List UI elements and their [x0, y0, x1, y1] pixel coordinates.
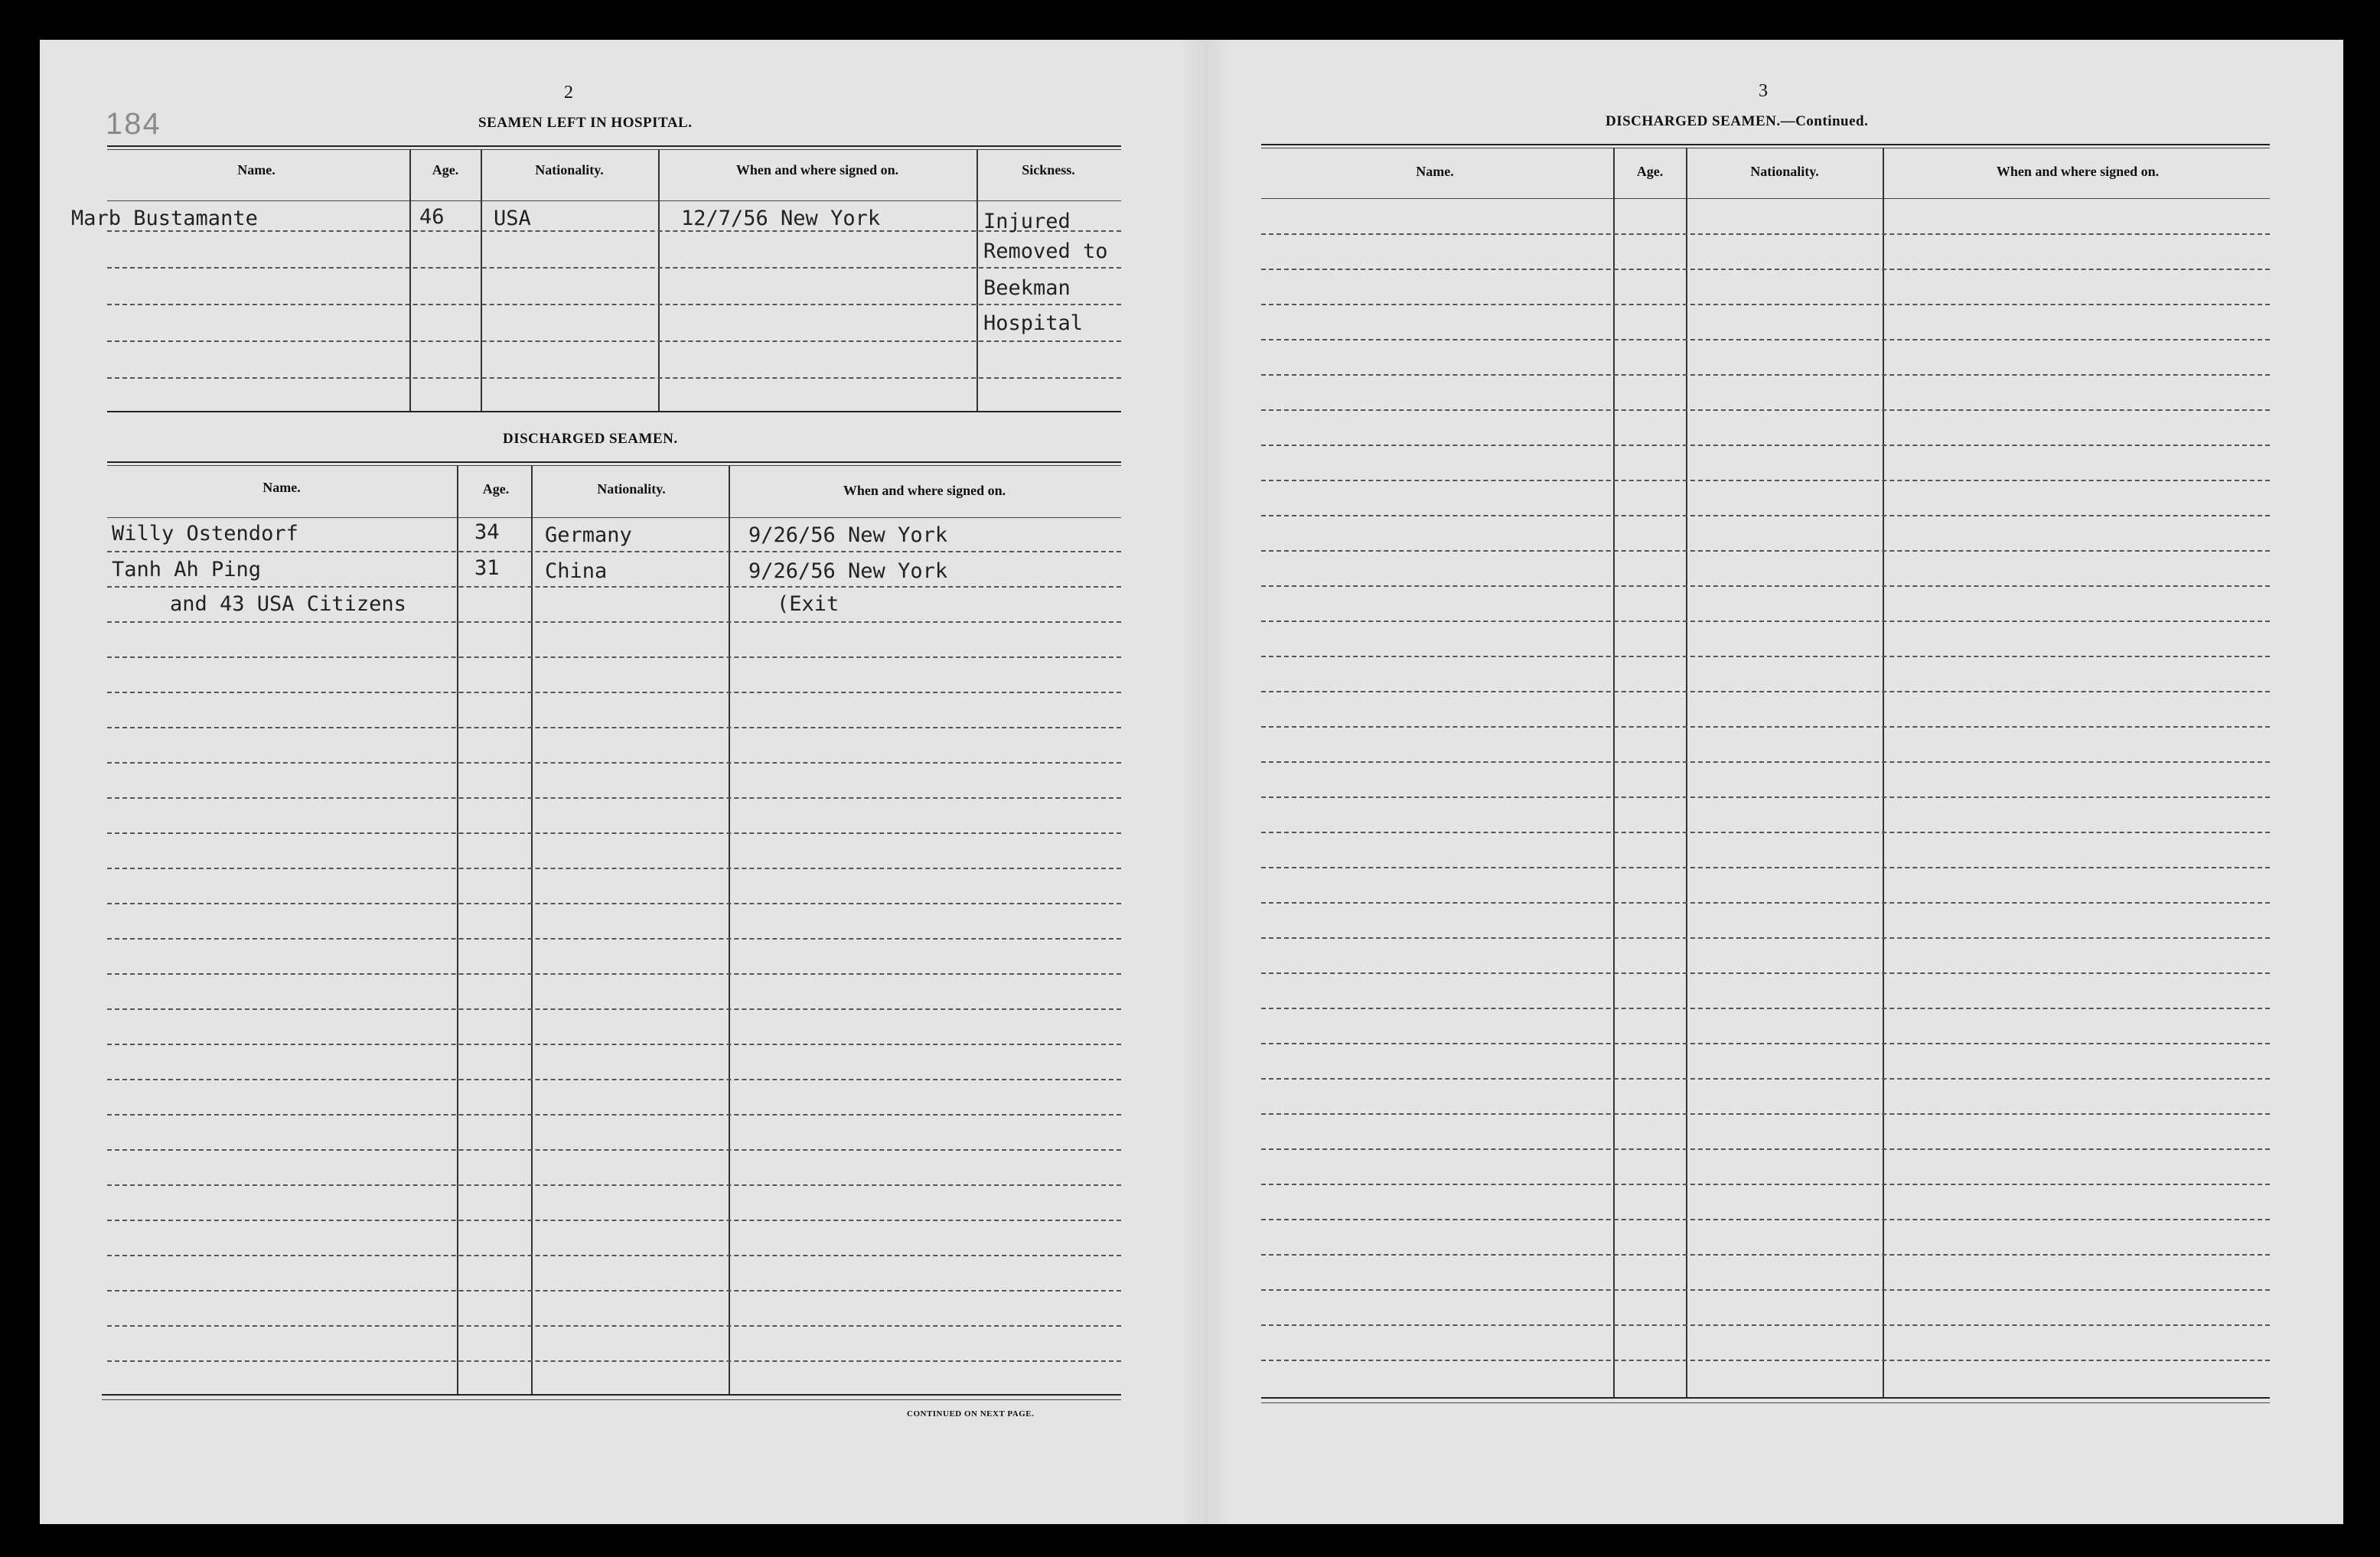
hospital-entry-name: Marb Bustamante — [71, 207, 258, 230]
stamp-number: 184 — [106, 107, 161, 141]
dotted-rule — [1261, 1184, 2270, 1185]
discharged-row-nationality: Germany — [545, 523, 632, 547]
continued-note: CONTINUED ON NEXT PAGE. — [907, 1409, 1035, 1419]
hospital-entry-sickness-3: Beekman — [983, 276, 1071, 300]
dotted-rule — [1261, 409, 2270, 411]
discharged-row-age: 34 — [474, 520, 500, 544]
dotted-rule — [107, 1184, 1121, 1186]
dotted-rule — [107, 1220, 1121, 1221]
right-bottom-rule-2 — [1261, 1402, 2270, 1403]
dotted-rule — [107, 797, 1121, 799]
dotted-rule — [107, 692, 1121, 693]
hospital-header-name: Name. — [237, 162, 275, 178]
hospital-top-rule-2 — [107, 149, 1121, 150]
hospital-header-rule — [107, 200, 1121, 201]
dotted-rule — [107, 762, 1121, 764]
hospital-top-rule — [107, 145, 1121, 147]
hospital-entry-sickness-2: Removed to — [983, 239, 1108, 263]
dotted-rule — [1261, 867, 2270, 868]
hospital-entry-age: 46 — [419, 205, 445, 229]
dotted-rule — [1261, 445, 2270, 446]
dotted-rule — [107, 340, 1121, 342]
hospital-col-divider — [481, 149, 482, 411]
dotted-rule — [107, 727, 1121, 728]
right-col-divider — [1883, 148, 1884, 1397]
discharged-header-name: Name. — [262, 480, 301, 495]
dotted-rule — [107, 868, 1121, 869]
dotted-rule — [1261, 937, 2270, 939]
dotted-rule — [107, 973, 1121, 975]
right-section-title: DISCHARGED SEAMEN.—Continued. — [1606, 113, 1869, 129]
dotted-rule — [1261, 1289, 2270, 1291]
right-col-divider — [1686, 148, 1687, 1397]
dotted-rule — [107, 304, 1121, 305]
dotted-rule — [107, 903, 1121, 904]
hospital-col-divider — [658, 149, 660, 411]
dotted-rule — [1261, 515, 2270, 516]
hospital-entry-sickness-4: Hospital — [983, 311, 1084, 335]
hospital-entry-nationality: USA — [494, 207, 531, 230]
dotted-rule — [1261, 621, 2270, 622]
discharged-row-name: Tanh Ah Ping — [112, 558, 262, 581]
hospital-entry-signed-on: 12/7/56 New York — [681, 207, 881, 230]
page-number-right: 3 — [1759, 81, 1768, 101]
dotted-rule — [107, 377, 1121, 379]
dotted-rule — [1261, 726, 2270, 728]
dotted-rule — [1261, 1113, 2270, 1115]
dotted-rule — [107, 1008, 1121, 1010]
dotted-rule — [107, 1290, 1121, 1292]
discharged-row-signed-on: 9/26/56 New York — [748, 523, 948, 547]
right-header-age: Age. — [1636, 164, 1664, 179]
dotted-rule — [1261, 304, 2270, 305]
discharged-header-rule — [107, 517, 1121, 518]
hospital-bottom-rule — [107, 411, 1121, 412]
right-header-nationality: Nationality. — [1750, 164, 1819, 179]
dotted-rule — [1261, 902, 2270, 904]
right-header-name: Name. — [1416, 164, 1454, 179]
discharged-top-rule-2 — [107, 465, 1121, 466]
hospital-section-title: SEAMEN LEFT IN HOSPITAL. — [478, 115, 693, 131]
dotted-rule — [1261, 339, 2270, 340]
dotted-rule — [1261, 1254, 2270, 1256]
hospital-header-signed-on: When and where signed on. — [735, 162, 899, 178]
dotted-rule — [107, 1149, 1121, 1151]
discharged-header-age: Age. — [482, 481, 510, 497]
dotted-rule — [107, 1325, 1121, 1327]
dotted-rule — [1261, 832, 2270, 833]
hospital-header-nationality: Nationality. — [535, 162, 604, 178]
dotted-rule — [1261, 1360, 2270, 1361]
dotted-rule — [1261, 1324, 2270, 1326]
dotted-rule — [1261, 269, 2270, 270]
dotted-rule — [1261, 374, 2270, 376]
right-bottom-rule — [1261, 1397, 2270, 1399]
discharged-top-rule — [107, 461, 1121, 463]
dotted-rule — [107, 621, 1121, 623]
right-header-rule — [1261, 198, 2270, 199]
right-header-signed-on: When and where signed on. — [1996, 164, 2160, 179]
discharged-section-title: DISCHARGED SEAMEN. — [503, 431, 678, 447]
dotted-rule — [107, 1079, 1121, 1080]
right-col-divider — [1613, 148, 1615, 1397]
discharged-row-age: 31 — [474, 556, 500, 580]
dotted-rule — [1261, 761, 2270, 763]
dotted-rule — [1261, 691, 2270, 692]
dotted-rule — [1261, 1078, 2270, 1080]
dotted-rule — [1261, 796, 2270, 798]
dotted-rule — [107, 551, 1121, 552]
dotted-rule — [107, 938, 1121, 940]
hospital-header-sickness: Sickness. — [1022, 162, 1075, 178]
discharged-header-nationality: Nationality. — [597, 481, 666, 497]
discharged-row-signed-on: (Exit — [777, 592, 840, 616]
page-gutter — [1179, 40, 1232, 1524]
dotted-rule — [107, 1360, 1121, 1362]
discharged-row-name: Willy Ostendorf — [112, 522, 298, 546]
hospital-entry-sickness-1: Injured — [983, 210, 1071, 233]
discharged-row-name: and 43 USA Citizens — [170, 592, 406, 616]
dotted-rule — [1261, 1008, 2270, 1009]
discharged-bottom-rule — [102, 1394, 1121, 1396]
hospital-header-age: Age. — [432, 162, 459, 178]
dotted-rule — [107, 1114, 1121, 1116]
dotted-rule — [107, 267, 1121, 269]
dotted-rule — [1261, 480, 2270, 481]
right-top-rule — [1261, 144, 2270, 145]
dotted-rule — [107, 656, 1121, 658]
dotted-rule — [107, 832, 1121, 834]
dotted-rule — [1261, 972, 2270, 974]
discharged-row-signed-on: 9/26/56 New York — [748, 559, 948, 583]
dotted-rule — [1261, 1219, 2270, 1220]
page-number-left: 2 — [564, 83, 573, 103]
hospital-col-divider — [409, 149, 411, 411]
dotted-rule — [1261, 1148, 2270, 1150]
dotted-rule — [1261, 656, 2270, 657]
dotted-rule — [107, 230, 1121, 232]
dotted-rule — [1261, 585, 2270, 587]
hospital-col-divider — [976, 149, 978, 411]
dotted-rule — [107, 586, 1121, 588]
dotted-rule — [107, 1044, 1121, 1045]
dotted-rule — [1261, 1043, 2270, 1044]
discharged-bottom-rule-2 — [102, 1399, 1121, 1400]
discharged-header-signed-on: When and where signed on. — [843, 483, 1006, 498]
dotted-rule — [107, 1255, 1121, 1256]
discharged-row-nationality: China — [545, 559, 608, 583]
dotted-rule — [1261, 550, 2270, 552]
dotted-rule — [1261, 233, 2270, 235]
